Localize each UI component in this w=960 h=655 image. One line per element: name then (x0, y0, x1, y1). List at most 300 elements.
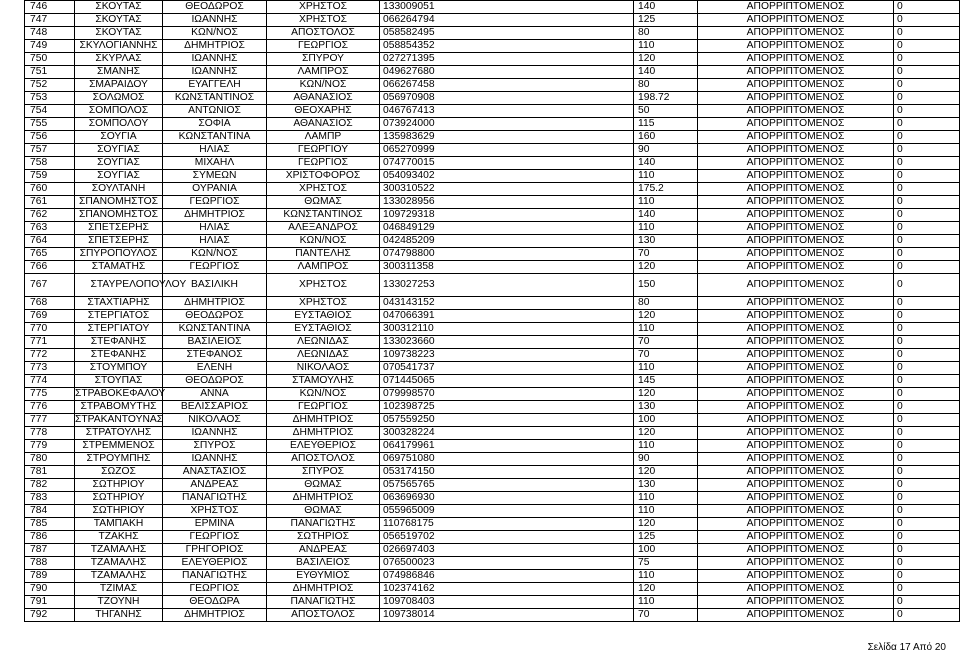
row-number: 769 (25, 310, 75, 323)
id-number-cell: 043143152 (380, 297, 634, 310)
status-cell: ΑΠΟΡΡΙΠΤΟΜΕΝΟΣ (698, 235, 894, 248)
row-number: 781 (25, 466, 75, 479)
status-cell: ΑΠΟΡΡΙΠΤΟΜΕΝΟΣ (698, 570, 894, 583)
father-name-cell: ΛΕΩΝΙΔΑΣ (267, 336, 380, 349)
first-name-cell: ΕΛΕΥΘΕΡΙΟΣ (163, 557, 267, 570)
score-cell: 90 (634, 144, 698, 157)
row-number: 750 (25, 53, 75, 66)
first-name-cell: ΙΩΑΝΝΗΣ (163, 53, 267, 66)
score-cell: 90 (634, 453, 698, 466)
father-name-cell: ΣΤΑΜΟΥΛΗΣ (267, 375, 380, 388)
points-cell: 0 (894, 570, 960, 583)
status-cell: ΑΠΟΡΡΙΠΤΟΜΕΝΟΣ (698, 92, 894, 105)
row-number: 786 (25, 531, 75, 544)
id-number-cell: 074986846 (380, 570, 634, 583)
points-cell: 0 (894, 440, 960, 453)
surname-cell: ΣΤΑΜΑΤΗΣ (75, 261, 163, 274)
points-cell: 0 (894, 583, 960, 596)
status-cell: ΑΠΟΡΡΙΠΤΟΜΕΝΟΣ (698, 248, 894, 261)
status-cell: ΑΠΟΡΡΙΠΤΟΜΕΝΟΣ (698, 531, 894, 544)
row-number: 775 (25, 388, 75, 401)
status-cell: ΑΠΟΡΡΙΠΤΟΜΕΝΟΣ (698, 79, 894, 92)
table-row (25, 414, 960, 427)
surname-cell: ΣΤΕΦΑΝΗΣ (75, 349, 163, 362)
table-row (25, 40, 960, 53)
status-cell: ΑΠΟΡΡΙΠΤΟΜΕΝΟΣ (698, 401, 894, 414)
id-number-cell: 109729318 (380, 209, 634, 222)
status-cell: ΑΠΟΡΡΙΠΤΟΜΕΝΟΣ (698, 196, 894, 209)
table-row (25, 609, 960, 622)
surname-cell: ΣΟΥΓΙΑΣ (75, 144, 163, 157)
score-cell: 140 (634, 157, 698, 170)
table-row (25, 518, 960, 531)
score-cell: 110 (634, 440, 698, 453)
points-cell: 0 (894, 518, 960, 531)
row-number: 787 (25, 544, 75, 557)
score-cell: 110 (634, 196, 698, 209)
surname-cell: ΣΚΟΥΤΑΣ (75, 27, 163, 40)
points-cell: 0 (894, 196, 960, 209)
surname-cell: ΤΖΑΜΑΛΗΣ (75, 544, 163, 557)
id-number-cell: 109708403 (380, 596, 634, 609)
surname-cell: ΣΤΟΥΜΠΟΥ (75, 362, 163, 375)
score-cell: 125 (634, 531, 698, 544)
first-name-cell: ΗΛΙΑΣ (163, 222, 267, 235)
points-cell: 0 (894, 157, 960, 170)
first-name-cell: ΑΝΔΡΕΑΣ (163, 479, 267, 492)
father-name-cell: ΠΑΝΤΕΛΗΣ (267, 248, 380, 261)
surname-cell: ΣΠΑΝΟΜΗΣΤΟΣ (75, 209, 163, 222)
first-name-cell: ΔΗΜΗΤΡΙΟΣ (163, 40, 267, 53)
status-cell: ΑΠΟΡΡΙΠΤΟΜΕΝΟΣ (698, 222, 894, 235)
surname-cell: ΣΠΑΝΟΜΗΣΤΟΣ (75, 196, 163, 209)
table-row (25, 196, 960, 209)
table-row (25, 596, 960, 609)
row-number: 790 (25, 583, 75, 596)
surname-cell: ΣΩΤΗΡΙΟΥ (75, 505, 163, 518)
id-number-cell: 069751080 (380, 453, 634, 466)
father-name-cell: ΣΠΥΡΟΣ (267, 466, 380, 479)
score-cell: 80 (634, 79, 698, 92)
table-row (25, 235, 960, 248)
row-number: 789 (25, 570, 75, 583)
row-number: 776 (25, 401, 75, 414)
id-number-cell: 074798800 (380, 248, 634, 261)
row-number: 765 (25, 248, 75, 261)
first-name-cell: ΚΩΝΣΤΑΝΤΙΝΑ (163, 323, 267, 336)
points-cell: 0 (894, 336, 960, 349)
surname-cell: ΣΤΡΕΜΜΕΝΟΣ (75, 440, 163, 453)
father-name-cell: ΑΘΑΝΑΣΙΟΣ (267, 118, 380, 131)
father-name-cell: ΣΩΤΗΡΙΟΣ (267, 531, 380, 544)
score-cell: 75 (634, 557, 698, 570)
points-cell: 0 (894, 248, 960, 261)
table-row (25, 248, 960, 261)
status-cell: ΑΠΟΡΡΙΠΤΟΜΕΝΟΣ (698, 297, 894, 310)
table-row (25, 222, 960, 235)
surname-cell: ΣΟΥΓΙΑΣ (75, 170, 163, 183)
id-number-cell: 102398725 (380, 401, 634, 414)
points-cell: 0 (894, 261, 960, 274)
row-number: 792 (25, 609, 75, 622)
status-cell: ΑΠΟΡΡΙΠΤΟΜΕΝΟΣ (698, 1, 894, 14)
id-number-cell: 046767413 (380, 105, 634, 118)
first-name-cell: ΣΟΦΙΑ (163, 118, 267, 131)
score-cell: 140 (634, 1, 698, 14)
table-row (25, 14, 960, 27)
table-row (25, 388, 960, 401)
score-cell: 130 (634, 401, 698, 414)
status-cell: ΑΠΟΡΡΙΠΤΟΜΕΝΟΣ (698, 40, 894, 53)
table-row (25, 323, 960, 336)
father-name-cell: ΧΡΗΣΤΟΣ (267, 1, 380, 14)
score-cell: 70 (634, 609, 698, 622)
score-cell: 198.72 (634, 92, 698, 105)
first-name-cell: ΒΕΛΙΣΣΑΡΙΟΣ (163, 401, 267, 414)
id-number-cell: 047066391 (380, 310, 634, 323)
table-row (25, 362, 960, 375)
table-row (25, 336, 960, 349)
points-cell: 0 (894, 79, 960, 92)
table-row (25, 131, 960, 144)
id-number-cell: 079998570 (380, 388, 634, 401)
table-row (25, 401, 960, 414)
surname-cell: ΤΑΜΠΑΚΗ (75, 518, 163, 531)
surname-cell: ΣΤΟΥΠΑΣ (75, 375, 163, 388)
row-number: 788 (25, 557, 75, 570)
surname-cell: ΣΠΕΤΣΕΡΗΣ (75, 222, 163, 235)
points-cell: 0 (894, 40, 960, 53)
father-name-cell: ΓΕΩΡΓΙΟΣ (267, 157, 380, 170)
score-cell: 100 (634, 414, 698, 427)
score-cell: 70 (634, 349, 698, 362)
father-name-cell: ΓΕΩΡΓΙΟΣ (267, 40, 380, 53)
points-cell: 0 (894, 401, 960, 414)
surname-cell: ΣΩΖΟΣ (75, 466, 163, 479)
table-row (25, 144, 960, 157)
candidates-table (24, 0, 960, 622)
father-name-cell: ΧΡΗΣΤΟΣ (267, 274, 380, 297)
score-cell: 150 (634, 274, 698, 297)
score-cell: 125 (634, 14, 698, 27)
surname-cell: ΣΜΑΡΑΙΔΟΥ (75, 79, 163, 92)
score-cell: 120 (634, 466, 698, 479)
id-number-cell: 058582495 (380, 27, 634, 40)
surname-cell: ΤΖΟΥΝΗ (75, 596, 163, 609)
status-cell: ΑΠΟΡΡΙΠΤΟΜΕΝΟΣ (698, 479, 894, 492)
points-cell: 0 (894, 274, 960, 297)
row-number: 762 (25, 209, 75, 222)
score-cell: 130 (634, 479, 698, 492)
row-number: 755 (25, 118, 75, 131)
row-number: 774 (25, 375, 75, 388)
first-name-cell: ΓΡΗΓΟΡΙΟΣ (163, 544, 267, 557)
score-cell: 120 (634, 53, 698, 66)
row-number: 768 (25, 297, 75, 310)
row-number: 770 (25, 323, 75, 336)
status-cell: ΑΠΟΡΡΙΠΤΟΜΕΝΟΣ (698, 66, 894, 79)
table-row (25, 310, 960, 323)
score-cell: 145 (634, 375, 698, 388)
surname-cell: ΤΗΓΑΝΗΣ (75, 609, 163, 622)
surname-cell: ΣΤΡΑΒΟΜΥΤΗΣ (75, 401, 163, 414)
row-number: 763 (25, 222, 75, 235)
status-cell: ΑΠΟΡΡΙΠΤΟΜΕΝΟΣ (698, 583, 894, 596)
first-name-cell: ΗΛΙΑΣ (163, 235, 267, 248)
first-name-cell: ΠΑΝΑΓΙΩΤΗΣ (163, 492, 267, 505)
score-cell: 140 (634, 209, 698, 222)
status-cell: ΑΠΟΡΡΙΠΤΟΜΕΝΟΣ (698, 544, 894, 557)
row-number: 756 (25, 131, 75, 144)
surname-cell: ΤΖΑΚΗΣ (75, 531, 163, 544)
first-name-cell: ΧΡΗΣΤΟΣ (163, 505, 267, 518)
status-cell: ΑΠΟΡΡΙΠΤΟΜΕΝΟΣ (698, 310, 894, 323)
surname-cell: ΤΖΙΜΑΣ (75, 583, 163, 596)
status-cell: ΑΠΟΡΡΙΠΤΟΜΕΝΟΣ (698, 323, 894, 336)
father-name-cell: ΔΗΜΗΤΡΙΟΣ (267, 427, 380, 440)
father-name-cell: ΓΕΩΡΓΙΟΥ (267, 144, 380, 157)
surname-cell: ΣΚΥΛΟΓΙΑΝΝΗΣ (75, 40, 163, 53)
father-name-cell: ΚΩΝΣΤΑΝΤΙΝΟΣ (267, 209, 380, 222)
father-name-cell: ΔΗΜΗΤΡΙΟΣ (267, 583, 380, 596)
surname-cell: ΣΤΡΑΒΟΚΕΦΑΛΟΥ (75, 387, 166, 399)
father-name-cell: ΒΑΣΙΛΕΙΟΣ (267, 557, 380, 570)
row-number: 785 (25, 518, 75, 531)
id-number-cell: 300310522 (380, 183, 634, 196)
points-cell: 0 (894, 27, 960, 40)
score-cell: 120 (634, 261, 698, 274)
first-name-cell: ΙΩΑΝΝΗΣ (163, 453, 267, 466)
id-number-cell: 300328224 (380, 427, 634, 440)
row-number: 747 (25, 14, 75, 27)
status-cell: ΑΠΟΡΡΙΠΤΟΜΕΝΟΣ (698, 609, 894, 622)
first-name-cell: ΒΑΣΙΛΕΙΟΣ (163, 336, 267, 349)
id-number-cell: 056519702 (380, 531, 634, 544)
id-number-cell: 066264794 (380, 14, 634, 27)
row-number: 760 (25, 183, 75, 196)
first-name-cell: ΓΕΩΡΓΙΟΣ (163, 531, 267, 544)
surname-cell: ΣΟΜΠΟΛΟΥ (75, 118, 163, 131)
row-number: 766 (25, 261, 75, 274)
row-number: 778 (25, 427, 75, 440)
surname-cell: ΣΟΛΩΜΟΣ (75, 92, 163, 105)
surname-cell: ΣΠΕΤΣΕΡΗΣ (75, 235, 163, 248)
row-number: 764 (25, 235, 75, 248)
surname-cell: ΣΤΑΧΤΙΑΡΗΣ (75, 297, 163, 310)
surname-cell: ΣΩΤΗΡΙΟΥ (75, 492, 163, 505)
surname-cell: ΣΠΥΡΟΠΟΥΛΟΣ (75, 248, 163, 261)
surname-cell: ΣΚΟΥΤΑΣ (75, 14, 163, 27)
row-number: 767 (25, 274, 75, 297)
table-row (25, 492, 960, 505)
table-row (25, 105, 960, 118)
points-cell: 0 (894, 14, 960, 27)
id-number-cell: 133023660 (380, 336, 634, 349)
table-row (25, 453, 960, 466)
surname-cell: ΣΟΥΛΤΑΝΗ (75, 183, 163, 196)
first-name-cell: ΚΩΝΣΤΑΝΤΙΝΟΣ (163, 92, 267, 105)
table-row (25, 170, 960, 183)
father-name-cell: ΧΡΗΣΤΟΣ (267, 297, 380, 310)
status-cell: ΑΠΟΡΡΙΠΤΟΜΕΝΟΣ (698, 131, 894, 144)
points-cell: 0 (894, 557, 960, 570)
row-number: 784 (25, 505, 75, 518)
id-number-cell: 063696930 (380, 492, 634, 505)
score-cell: 120 (634, 518, 698, 531)
table-row (25, 349, 960, 362)
points-cell: 0 (894, 414, 960, 427)
score-cell: 70 (634, 248, 698, 261)
id-number-cell: 070541737 (380, 362, 634, 375)
points-cell: 0 (894, 349, 960, 362)
points-cell: 0 (894, 609, 960, 622)
score-cell: 110 (634, 362, 698, 375)
row-number: 754 (25, 105, 75, 118)
id-number-cell: 053174150 (380, 466, 634, 479)
status-cell: ΑΠΟΡΡΙΠΤΟΜΕΝΟΣ (698, 440, 894, 453)
score-cell: 80 (634, 27, 698, 40)
table-row (25, 79, 960, 92)
points-cell: 0 (894, 492, 960, 505)
table-row (25, 297, 960, 310)
id-number-cell: 042485209 (380, 235, 634, 248)
status-cell: ΑΠΟΡΡΙΠΤΟΜΕΝΟΣ (698, 27, 894, 40)
first-name-cell: ΚΩΝ/ΝΟΣ (163, 27, 267, 40)
points-cell: 0 (894, 209, 960, 222)
first-name-cell: ΚΩΝΣΤΑΝΤΙΝΑ (163, 131, 267, 144)
id-number-cell: 066267458 (380, 79, 634, 92)
row-number: 772 (25, 349, 75, 362)
score-cell: 110 (634, 505, 698, 518)
father-name-cell: ΚΩΝ/ΝΟΣ (267, 79, 380, 92)
first-name-cell: ΔΗΜΗΤΡΙΟΣ (163, 209, 267, 222)
status-cell: ΑΠΟΡΡΙΠΤΟΜΕΝΟΣ (698, 209, 894, 222)
table-row (25, 1, 960, 14)
points-cell: 0 (894, 544, 960, 557)
points-cell: 0 (894, 222, 960, 235)
table-row (25, 53, 960, 66)
row-number: 777 (25, 414, 75, 427)
score-cell: 80 (634, 297, 698, 310)
id-number-cell: 055965009 (380, 505, 634, 518)
id-number-cell: 058854352 (380, 40, 634, 53)
first-name-cell: ΙΩΑΝΝΗΣ (163, 14, 267, 27)
id-number-cell: 110768175 (380, 518, 634, 531)
father-name-cell: ΔΗΜΗΤΡΙΟΣ (267, 414, 380, 427)
first-name-cell: ΓΕΩΡΓΙΟΣ (163, 261, 267, 274)
id-number-cell: 133028956 (380, 196, 634, 209)
father-name-cell: ΔΗΜΗΤΡΙΟΣ (267, 492, 380, 505)
status-cell: ΑΠΟΡΡΙΠΤΟΜΕΝΟΣ (698, 596, 894, 609)
id-number-cell: 074770015 (380, 157, 634, 170)
father-name-cell: ΕΛΕΥΘΕΡΙΟΣ (267, 440, 380, 453)
status-cell: ΑΠΟΡΡΙΠΤΟΜΕΝΟΣ (698, 118, 894, 131)
father-name-cell: ΛΕΩΝΙΔΑΣ (267, 349, 380, 362)
table-row (25, 118, 960, 131)
surname-cell: ΣΤΕΡΓΙΑΤΟΣ (75, 310, 163, 323)
status-cell: ΑΠΟΡΡΙΠΤΟΜΕΝΟΣ (698, 518, 894, 531)
father-name-cell: ΑΛΕΞΑΝΔΡΟΣ (267, 222, 380, 235)
status-cell: ΑΠΟΡΡΙΠΤΟΜΕΝΟΣ (698, 414, 894, 427)
row-number: 753 (25, 92, 75, 105)
points-cell: 0 (894, 596, 960, 609)
row-number: 761 (25, 196, 75, 209)
table-row (25, 466, 960, 479)
row-number: 773 (25, 362, 75, 375)
surname-cell: ΤΖΑΜΑΛΗΣ (75, 557, 163, 570)
status-cell: ΑΠΟΡΡΙΠΤΟΜΕΝΟΣ (698, 261, 894, 274)
first-name-cell: ΘΕΟΔΩΡΟΣ (163, 1, 267, 14)
score-cell: 110 (634, 492, 698, 505)
row-number: 791 (25, 596, 75, 609)
first-name-cell: ΠΑΝΑΓΙΩΤΗΣ (163, 570, 267, 583)
points-cell: 0 (894, 427, 960, 440)
first-name-cell: ΗΛΙΑΣ (163, 144, 267, 157)
id-number-cell: 300312110 (380, 323, 634, 336)
status-cell: ΑΠΟΡΡΙΠΤΟΜΕΝΟΣ (698, 349, 894, 362)
id-number-cell: 046849129 (380, 222, 634, 235)
id-number-cell: 109738223 (380, 349, 634, 362)
id-number-cell: 065270999 (380, 144, 634, 157)
score-cell: 120 (634, 388, 698, 401)
score-cell: 110 (634, 570, 698, 583)
score-cell: 175.2 (634, 183, 698, 196)
score-cell: 120 (634, 583, 698, 596)
score-cell: 130 (634, 235, 698, 248)
surname-cell: ΣΚΟΥΤΑΣ (75, 1, 163, 14)
table-row (25, 66, 960, 79)
row-number: 771 (25, 336, 75, 349)
table-row (25, 261, 960, 274)
status-cell: ΑΠΟΡΡΙΠΤΟΜΕΝΟΣ (698, 375, 894, 388)
points-cell: 0 (894, 453, 960, 466)
status-cell: ΑΠΟΡΡΙΠΤΟΜΕΝΟΣ (698, 453, 894, 466)
points-cell: 0 (894, 505, 960, 518)
father-name-cell: ΣΠΥΡΟΥ (267, 53, 380, 66)
first-name-cell: ΓΕΩΡΓΙΟΣ (163, 583, 267, 596)
surname-cell: ΣΟΥΓΙΑ (75, 131, 163, 144)
first-name-cell: ΘΕΟΔΩΡΑ (163, 596, 267, 609)
first-name-cell: ΜΙΧΑΗΛ (163, 157, 267, 170)
points-cell: 0 (894, 388, 960, 401)
table-body (25, 1, 960, 622)
id-number-cell: 064179961 (380, 440, 634, 453)
row-number: 758 (25, 157, 75, 170)
surname-cell: ΣΚΥΡΛΑΣ (75, 53, 163, 66)
score-cell: 50 (634, 105, 698, 118)
id-number-cell: 057565765 (380, 479, 634, 492)
id-number-cell: 133009051 (380, 1, 634, 14)
table-row (25, 505, 960, 518)
points-cell: 0 (894, 362, 960, 375)
table-row (25, 557, 960, 570)
id-number-cell: 027271395 (380, 53, 634, 66)
status-cell: ΑΠΟΡΡΙΠΤΟΜΕΝΟΣ (698, 274, 894, 297)
father-name-cell: ΕΥΘΥΜΙΟΣ (267, 570, 380, 583)
id-number-cell: 133027253 (380, 274, 634, 297)
first-name-cell: ΕΛΕΝΗ (163, 362, 267, 375)
id-number-cell: 071445065 (380, 375, 634, 388)
points-cell: 0 (894, 105, 960, 118)
first-name-cell: ΓΕΩΡΓΙΟΣ (163, 196, 267, 209)
score-cell: 140 (634, 66, 698, 79)
first-name-cell: ΣΤΕΦΑΝΟΣ (163, 349, 267, 362)
surname-cell: ΣΩΤΗΡΙΟΥ (75, 479, 163, 492)
father-name-cell: ΧΡΗΣΤΟΣ (267, 183, 380, 196)
first-name-cell: ΙΩΑΝΝΗΣ (163, 427, 267, 440)
id-number-cell: 076500023 (380, 557, 634, 570)
father-name-cell: ΕΥΣΤΑΘΙΟΣ (267, 310, 380, 323)
